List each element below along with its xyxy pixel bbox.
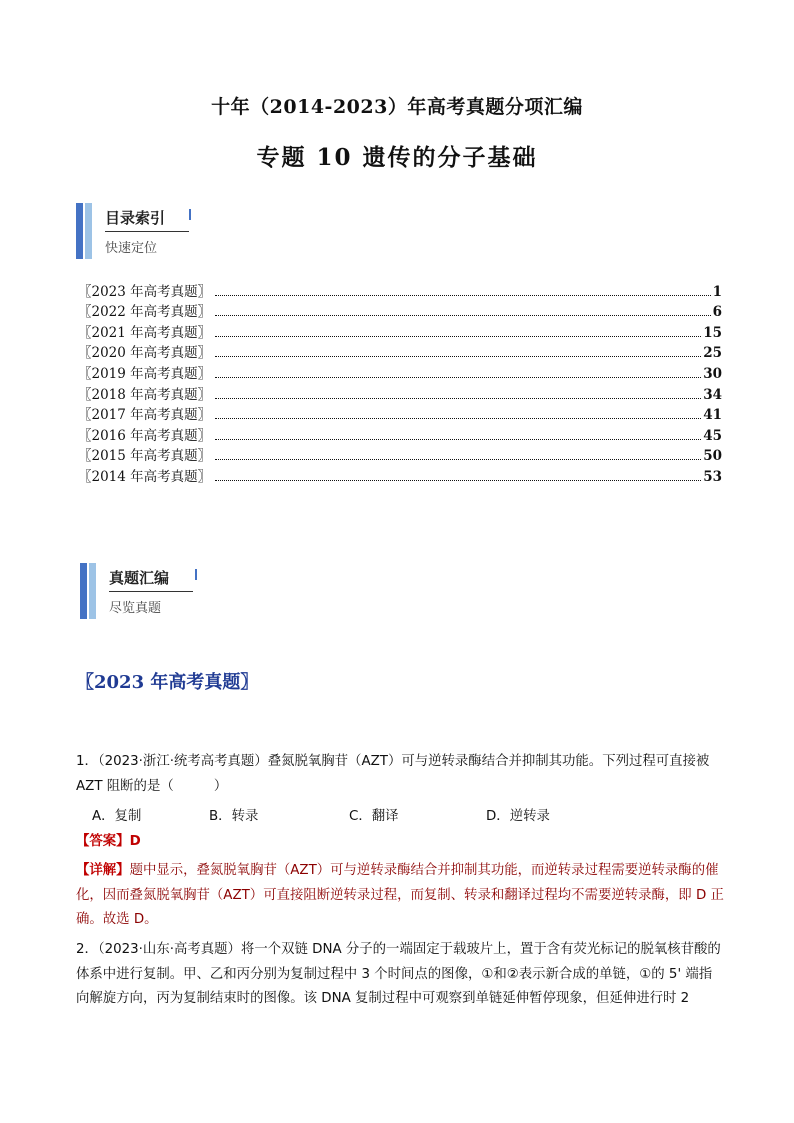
toc-label: 〖2021 年高考真题〗 xyxy=(78,324,212,341)
toc-entry[interactable] xyxy=(78,444,722,465)
toc-leader-dots xyxy=(215,458,701,460)
toc-entry[interactable] xyxy=(78,341,722,362)
toc-page-number: 50 xyxy=(703,448,722,465)
question-1-detail xyxy=(76,859,724,933)
toc-page-number: 53 xyxy=(703,468,722,485)
toc-leader-dots xyxy=(215,335,701,337)
option-c: C．翻译 xyxy=(349,809,399,824)
question-1-stem: 1．（2023·浙江·统考高考真题）叠氮脱氧胸苷（AZT）可与逆转录酶结合并抑制其功能。下列过程可直接被 AZT 阻断的是（ ） xyxy=(76,754,710,794)
toc-entry[interactable] xyxy=(78,382,722,403)
questions-section-title: 真题汇编 xyxy=(109,569,170,587)
option-d: D．逆转录 xyxy=(486,809,550,824)
toc-page-number: 30 xyxy=(703,365,722,382)
toc-label: 〖2022 年高考真题〗 xyxy=(78,304,212,321)
toc-leader-dots xyxy=(215,314,710,316)
toc-entry[interactable] xyxy=(78,300,722,321)
question-1-answer xyxy=(76,830,724,855)
option-b: B．转录 xyxy=(209,809,259,824)
toc-label: 〖2018 年高考真题〗 xyxy=(78,386,212,403)
toc-leader-dots xyxy=(215,294,710,296)
toc-leader-dots xyxy=(215,397,701,399)
toc-entry[interactable] xyxy=(78,403,722,424)
section-underline xyxy=(109,591,193,592)
section-bar-decoration xyxy=(80,563,87,619)
option-a: A．复制 xyxy=(92,809,142,824)
toc-entry[interactable] xyxy=(78,361,722,382)
toc-leader-dots xyxy=(215,376,701,378)
detail-text: 题中显示，叠氮脱氧胸苷（AZT）可与逆转录酶结合并抑制其功能，而逆转录过程需要逆转录酶的催化，因而叠氮脱氧胸苷（AZT）可直接阻断逆转录过程，而复制、转录和翻译过程均不需要逆转录酶，即 D 正确。故选 D。 xyxy=(76,863,724,927)
questions-section-header xyxy=(80,563,280,621)
section-marker xyxy=(195,569,197,580)
toc-page-number: 15 xyxy=(703,324,722,341)
year-heading: 〖2023 年高考真题〗 xyxy=(76,672,259,693)
toc-label: 〖2016 年高考真题〗 xyxy=(78,427,212,444)
index-section-subtitle: 快速定位 xyxy=(105,241,158,256)
document-title: 十年（2014-2023）年高考真题分项汇编 xyxy=(211,96,583,118)
answer-value: D xyxy=(129,834,141,849)
index-section-title: 目录索引 xyxy=(105,209,166,227)
section-underline xyxy=(105,231,189,232)
toc-label: 〖2015 年高考真题〗 xyxy=(78,448,212,465)
toc-label: 〖2014 年高考真题〗 xyxy=(78,468,212,485)
toc-label: 〖2019 年高考真题〗 xyxy=(78,365,212,382)
toc-entry[interactable] xyxy=(78,279,722,300)
question-2-stem: 2．（2023·山东·高考真题）将一个双链 DNA 分子的一端固定于载玻片上，置于含有荧光标记的脱氧核苷酸的体系中进行复制。甲、乙和丙分别为复制过程中 3 个时间点的图像，①和②表示新合成的单链，①的 5' 端指向解旋方向，丙为复制结束时的图像。该 DNA 复制过程中可观察到单链延伸暂停现象，但延伸进行时 2 xyxy=(76,942,721,1006)
index-section-header xyxy=(76,203,276,261)
section-bar-decoration xyxy=(85,203,92,259)
toc-page-number: 45 xyxy=(703,427,722,444)
toc-page-number: 34 xyxy=(703,386,722,403)
toc-leader-dots xyxy=(215,355,701,357)
toc-entry[interactable] xyxy=(78,423,722,444)
section-marker xyxy=(189,209,191,220)
questions-section-subtitle: 尽览真题 xyxy=(109,601,162,616)
toc-leader-dots xyxy=(215,417,701,419)
toc-label: 〖2023 年高考真题〗 xyxy=(78,283,212,300)
section-bar-decoration xyxy=(89,563,96,619)
toc-leader-dots xyxy=(215,479,701,481)
toc-label: 〖2017 年高考真题〗 xyxy=(78,407,212,424)
toc-page-number: 1 xyxy=(712,283,722,300)
section-bar-decoration xyxy=(76,203,83,259)
toc-leader-dots xyxy=(215,438,701,440)
detail-label: 【详解】 xyxy=(76,863,130,878)
toc-entry[interactable] xyxy=(78,464,722,485)
toc-label: 〖2020 年高考真题〗 xyxy=(78,345,212,362)
toc-page-number: 41 xyxy=(703,407,722,424)
answer-label: 【答案】 xyxy=(76,834,130,849)
topic-title: 专题 10 遗传的分子基础 xyxy=(256,144,538,171)
toc-page-number: 6 xyxy=(712,304,722,321)
toc-entry[interactable] xyxy=(78,320,722,341)
toc-page-number: 25 xyxy=(703,345,722,362)
table-of-contents xyxy=(78,279,722,485)
